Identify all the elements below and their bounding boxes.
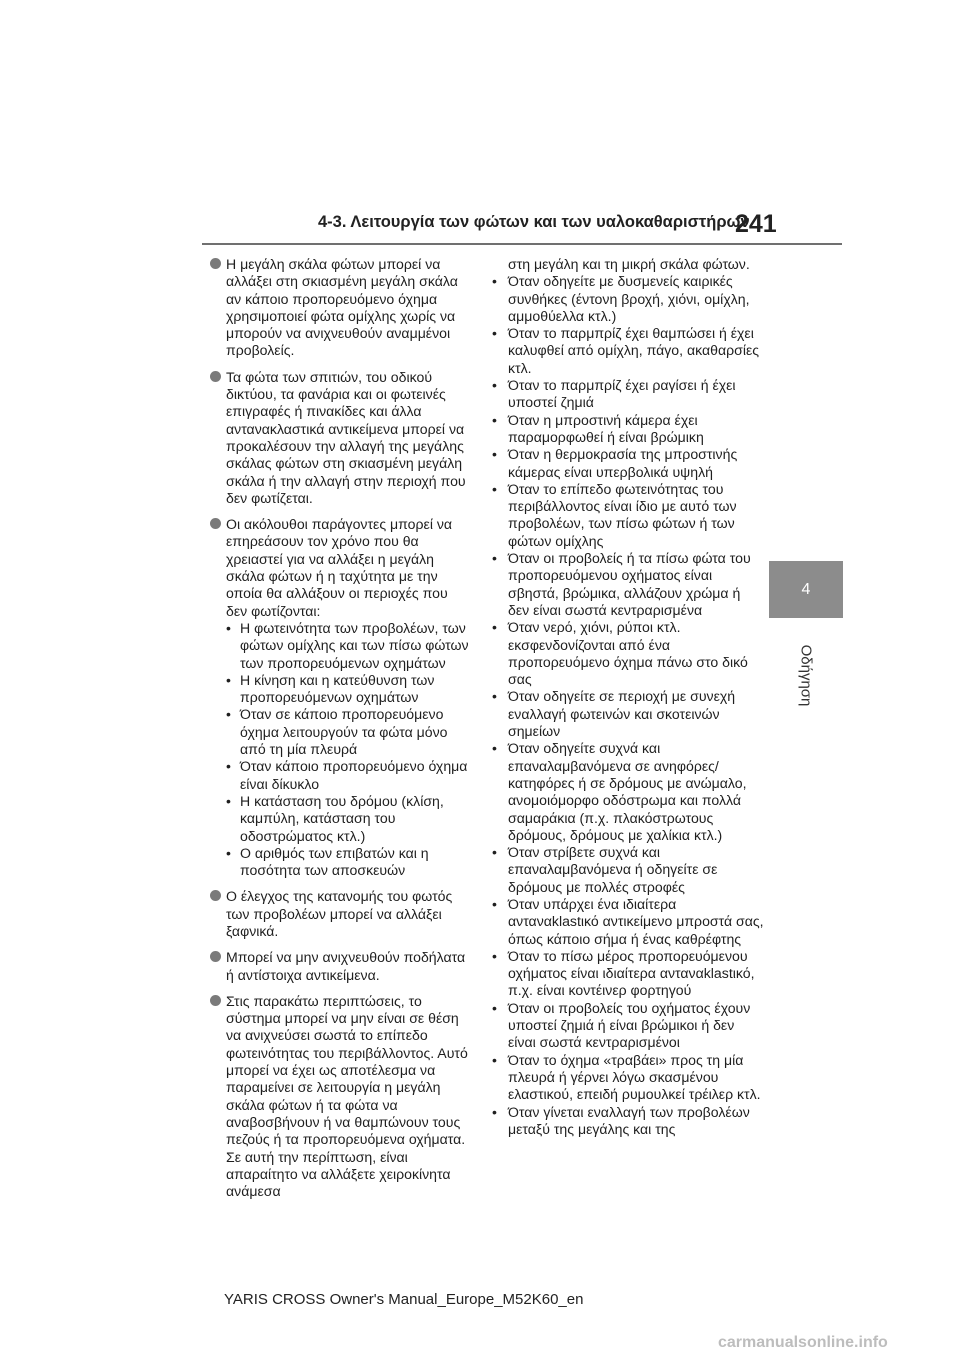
right-column — [492, 256, 764, 1138]
list-item: • Όταν το επίπεδο φωτεινότητας του περιβάλλοντος είναι ίδιο με αυτό των προβολέων, των πίσω φώτων ή των φώτων ομίχλης — [492, 480, 737, 549]
chapter-tab — [769, 561, 843, 618]
paragraph-text: Μπορεί να μην ανιχνευθούν ποδήλατα ή αντίστοιχα αντικείμενα. — [226, 949, 466, 983]
list-item: • Όταν η μπροστινή κάμερα έχει παραμορφωθεί ή είναι βρώμικη — [492, 411, 704, 445]
list-item: • Όταν οι προβολείς του οχήματος έχουν υποστεί ζημιά ή είναι βρώμικοι ή δεν είναι σωστά κεντραρισμένοι — [492, 999, 751, 1051]
condition-list — [492, 273, 764, 1138]
bullet-icon — [210, 995, 221, 1006]
list-item: • Όταν το παρμπρίζ έχει θαμπώσει ή έχει καλυφθεί από ομίχλη, πάγο, ακαθαρσίες κτλ. — [492, 325, 760, 376]
list-item: • Όταν οδηγείτε συχνά και επαναλαμβανόμενα σε ανηφόρες/κατηφόρες ή σε δρόμους με ανώμαλο, ανομοιόμορφο οδόστρωμα και πολλά σαμαράκια (π.χ. πλακόστρωτους δρόμους, δρόμους με χαλίκια κτλ.) — [492, 740, 747, 843]
header-divider — [202, 243, 842, 245]
list-item: • Όταν οδηγείτε σε περιοχή με συνεχή εναλλαγή φωτεινών και σκοτεινών σημείων — [492, 688, 736, 740]
list-item: • Η φωτεινότητα των προβολέων, των φώτων ομίχλης και των πίσω φώτων των προπορευόμενων οχημάτων — [226, 619, 469, 671]
footer-manual-id: YARIS CROSS Owner's Manual_Europe_M52K60_en — [224, 1291, 584, 1308]
section-title: 4-3. Λειτουργία των φώτων και των υαλοκαθαριστήρων — [318, 213, 750, 231]
bullet-icon — [210, 890, 221, 901]
list-item: • Όταν κάποιο προπορευόμενο όχημα είναι δίκυκλο — [226, 758, 468, 792]
list-item: • Όταν το πίσω μέρος προπορευόμενου οχήματος είναι ιδιαίτερα ανταναklastικό, π.χ. είναι κοντέινερ φορτηγού — [492, 947, 755, 999]
paragraph — [210, 256, 472, 360]
bullet-icon — [210, 371, 221, 382]
list-item: • Όταν οδηγείτε με δυσμενείς καιρικές συνθήκες (έντονη βροχή, χιόνι, ομίχλη, αμμοθύελλα κτλ.) — [492, 273, 750, 324]
chapter-label-text: Οδήγηση — [797, 644, 815, 706]
list-item: • Όταν σε κάποιο προπορευόμενο όχημα λειτουργούν τα φώτα μόνο από τη μία πλευρά — [226, 706, 448, 758]
bullet-icon — [210, 951, 221, 962]
left-column — [210, 256, 472, 1209]
list-item: • Όταν νερό, χιόνι, ρύποι κτλ. εκσφενδονίζονται από ένα προπορευόμενο όχημα πάνω στο δικό σας — [492, 619, 748, 688]
paragraph — [210, 949, 472, 984]
list-item: • Όταν το όχημα «τραβάει» προς τη μία πλευρά ή γέρνει λόγω σκασμένου ελαστικού, επειδή ρυμουλκεί τρέιλερ κτλ. — [492, 1051, 761, 1103]
bullet-icon — [210, 258, 221, 269]
list-item: • Η κατάσταση του δρόμου (κλίση, καμπύλη, κατάσταση του οδοστρώματος κτλ.) — [226, 792, 444, 844]
paragraph-text: Η μεγάλη σκάλα φώτων μπορεί να αλλάξει στη σκιασμένη μεγάλη σκάλα αν κάποιο προπορευόμενο όχημα χρησιμοποιεί φώτα ομίχλης χωρίς να μπορούν να ανιχνευθούν αναμμένοι προβολείς. — [226, 256, 458, 359]
paragraph-text: Τα φώτα των σπιτιών, του οδικού δικτύου, τα φανάρια και οι φωτεινές επιγραφές ή πινακίδες και άλλα αντανακλαστικά αντικείμενα μπορεί να προκαλέσουν την αλλαγή της μεγάλης σκάλας φώτων στη σκιασμένη μεγάλη σκάλα ή την αλλαγή στην περιοχή που δεν φωτίζεται. — [226, 368, 466, 506]
factor-list — [226, 620, 472, 879]
chapter-number: 4 — [801, 580, 811, 598]
paragraph — [210, 888, 472, 940]
list-item: • Ο αριθμός των επιβατών και η ποσότητα των αποσκευών — [226, 844, 429, 879]
paragraph-text: Ο έλεγχος της κατανομής του φωτός των προβολέων μπορεί να αλλάξει ξαφνικά. — [226, 888, 453, 939]
list-item: • Όταν το παρμπρίζ έχει ραγίσει ή έχει υποστεί ζημιά — [492, 377, 736, 411]
paragraph — [210, 516, 472, 620]
watermark: carmanualsonline.info — [718, 1334, 888, 1351]
paragraph — [210, 369, 472, 507]
list-item: • Όταν οι προβολείς ή τα πίσω φώτα του προπορευόμενου οχήματος είναι σβηστά, βρώμικα, αλλάζουν χρώμα ή δεν είναι σωστά κεντραρισμένα — [492, 550, 751, 618]
paragraph-continuation: στη μεγάλη και τη μικρή σκάλα φώτων. — [508, 256, 750, 272]
paragraph — [210, 993, 472, 1201]
page-number: 241 — [735, 210, 777, 238]
bullet-icon — [210, 518, 221, 529]
paragraph-text: Στις παρακάτω περιπτώσεις, το σύστημα μπορεί να μην είναι σε θέση να ανιχνεύσει σωστά το επίπεδο φωτεινότητας του περιβάλλοντος. Αυτό μπορεί να έχει ως αποτέλεσμα να παραμείνει σε λειτουργία η μεγάλη σκάλα φώτων ή τα φώτα να αναβοσβήνουν ή να θαμπώνουν τους πεζούς ή τα προπορευόμενα οχήματα. Σε αυτή την περίπτωση, είναι απαραίτητο να αλλάξετε χειροκίνητα ανάμεσα — [226, 992, 468, 1200]
paragraph-text: Οι ακόλουθοι παράγοντες μπορεί να επηρεάσουν τον χρόνο που θα χρειαστεί για να αλλάξει η μεγάλη σκάλα φώτων ή η ταχύτητα με την οποία θα αλλάξουν οι περιοχές που δεν φωτίζονται: — [226, 516, 453, 619]
list-item: • Όταν η θερμοκρασία της μπροστινής κάμερας είναι υπερβολικά υψηλή — [492, 446, 738, 480]
list-item: • Όταν υπάρχει ένα ιδιαίτερα ανταναklastικό αντικείμενο μπροστά σας, όπως κάποιο σήμα ή ένας καθρέφτης — [492, 895, 764, 947]
list-item: • Η κίνηση και η κατεύθυνση των προπορευόμενων οχημάτων — [226, 671, 435, 706]
list-item: • Όταν στρίβετε συχνά και επαναλαμβανόμενα ή οδηγείτε σε δρόμους με πολλές στροφές — [492, 844, 718, 895]
chapter-label — [794, 630, 818, 720]
list-item: • Όταν γίνεται εναλλαγή των προβολέων μεταξύ της μεγάλης και της — [492, 1103, 750, 1137]
